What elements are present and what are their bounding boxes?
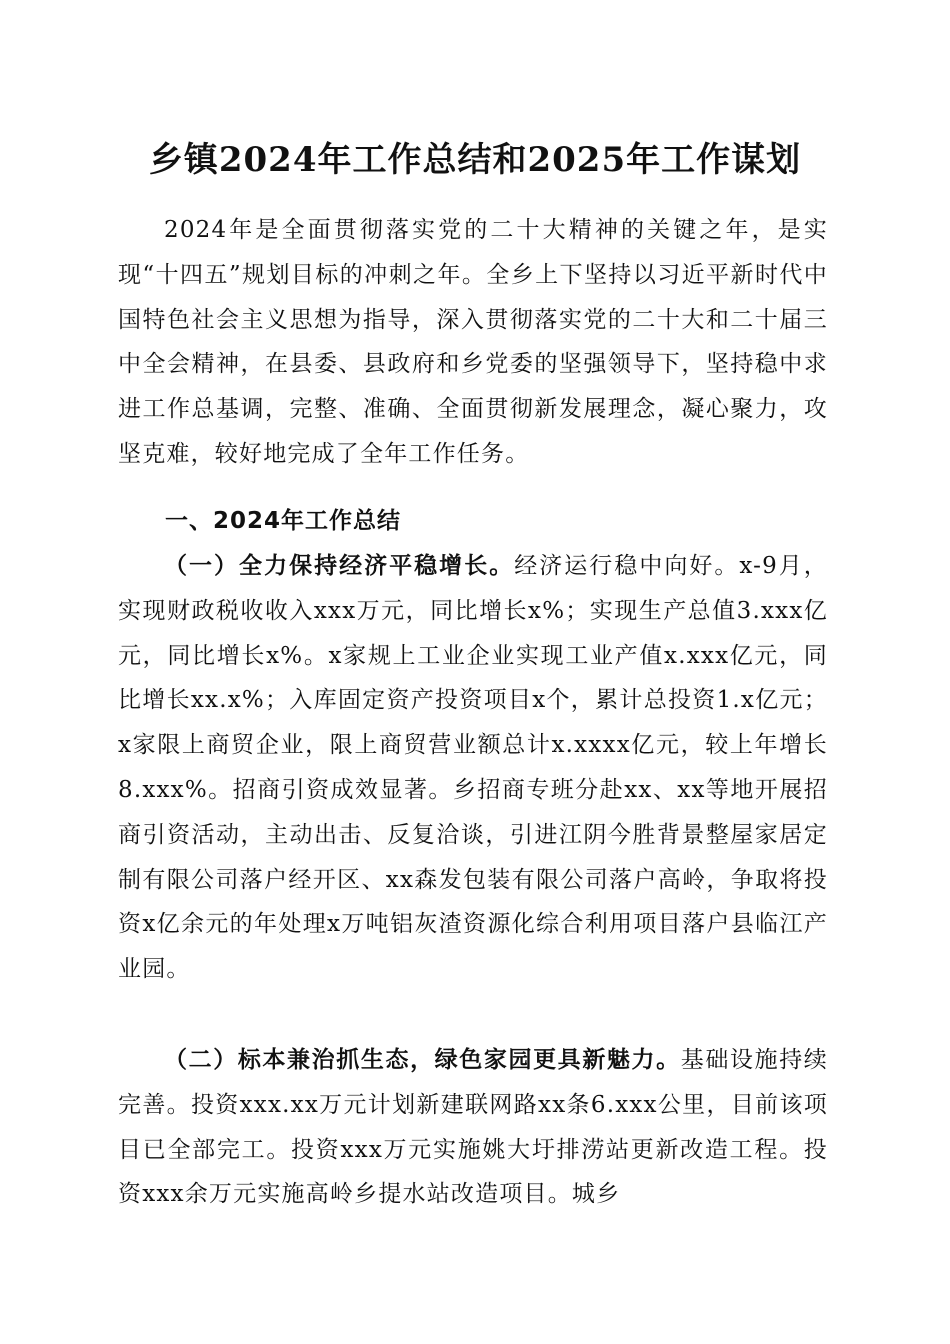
item-lead-economy: （一）全力保持经济平稳增长。 xyxy=(164,552,515,579)
section-heading-2024-summary: 一、2024年工作总结 xyxy=(165,508,402,534)
summary-item-ecology xyxy=(118,1038,828,1217)
item-body-ecology: 基础设施持续完善。投资xxx.xx万元计划新建联网路xx条6.xxx公里，目前该项目已全部完工。投资xxx万元实施姚大圩排涝站更新改造工程。投资xxx余万元实施高岭乡提水站改造项目。城乡 xyxy=(118,1047,829,1208)
item-body-economy: 经济运行稳中向好。x-9月，实现财政税收收入xxx万元，同比增长x%；实现生产总值3.xxx亿元，同比增长x%。x家规上工业企业实现工业产值x.xxx亿元，同比增长xx.x%；入库固定资产投资项目x个，累计总投资1.x亿元；x家限上商贸企业，限上商贸营业额总计x.xxxx亿元，较上年增长8.xxx%。招商引资成效显著。乡招商专班分赴xx、xx等地开展招商引资活动，主动出击、反复洽谈，引进江阴今胜背景整屋家居定制有限公司落户经开区、xx森发包装有限公司落户高岭，争取将投资x亿余元的年处理x万吨铝灰渣资源化综合利用项目落户县临江产业园。 xyxy=(118,553,828,983)
intro-paragraph: 2024年是全面贯彻落实党的二十大精神的关键之年，是实现“十四五”规划目标的冲刺之年。全乡上下坚持以习近平新时代中国特色社会主义思想为指导，深入贯彻落实党的二十大和二十届三中全会精神，在县委、县政府和乡党委的坚强领导下，坚持稳中求进工作总基调，完整、准确、全面贯彻新发展理念，凝心聚力，攻坚克难，较好地完成了全年工作任务。 xyxy=(118,217,828,467)
summary-item-economy xyxy=(118,544,828,992)
item-lead-ecology: （二）标本兼治抓生态，绿色家园更具新魅力。 xyxy=(164,1046,681,1073)
document-title: 乡镇2024年工作总结和2025年工作谋划 xyxy=(148,140,802,180)
